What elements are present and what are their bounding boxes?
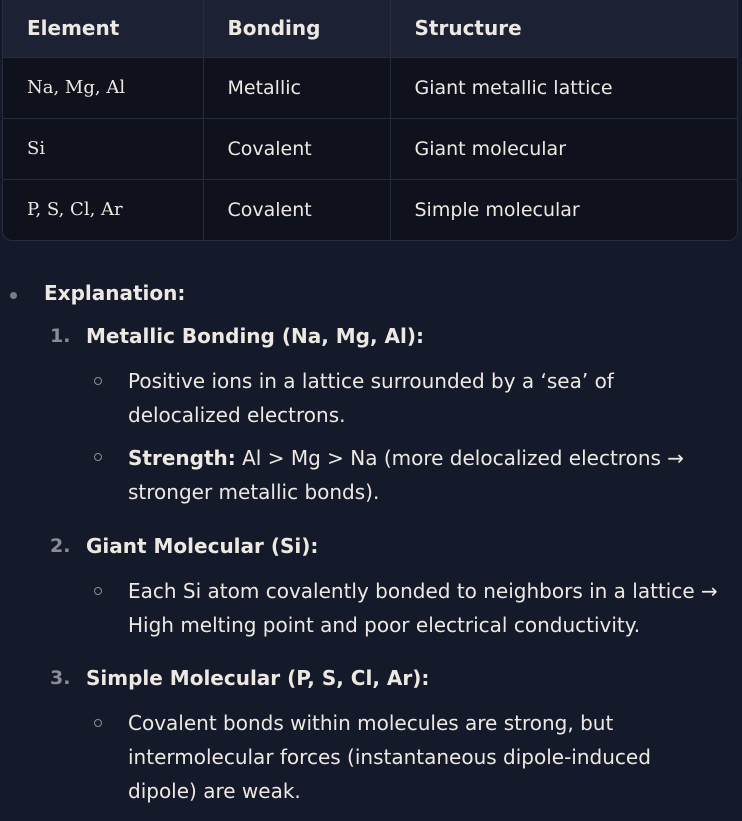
- cell-element: P, S, Cl, Ar: [3, 179, 203, 240]
- cell-structure: Giant molecular: [414, 137, 566, 160]
- point-bold-label: Strength:: [128, 446, 236, 470]
- table-row: [3, 118, 737, 179]
- section-number: 3.: [50, 667, 71, 689]
- section-title: Metallic Bonding (Na, Mg, Al):: [86, 324, 425, 348]
- header-element: Element: [3, 0, 203, 57]
- cell-bonding: Covalent: [203, 118, 390, 179]
- header-structure: Structure: [414, 16, 522, 41]
- cell-bonding: Metallic: [203, 57, 390, 118]
- comparison-table: [2, 0, 738, 241]
- explanation-label: Explanation:: [44, 281, 186, 305]
- cell-element: Na, Mg, Al: [3, 57, 203, 118]
- sub-bullet-icon: [94, 377, 102, 385]
- table-row: [3, 57, 737, 118]
- point-text: Covalent bonds within molecules are strong, but intermolecular forces (instantaneous dipole-induced dipole) are weak.: [128, 711, 651, 803]
- bullet-dot-icon: [10, 292, 17, 299]
- table-header-row: [3, 0, 737, 57]
- point-text: Positive ions in a lattice surrounded by a ‘sea’ of delocalized electrons.: [128, 369, 614, 427]
- point-body: Al > Mg > Na (more delocalized electrons → stronger metallic bonds).: [128, 446, 685, 504]
- cell-element: Si: [3, 118, 203, 179]
- table-row: [3, 179, 737, 240]
- point-text: Each Si atom covalently bonded to neighbors in a lattice → High melting point and poor electrical conductivity.: [128, 579, 718, 637]
- cell-structure: Giant metallic lattice: [414, 76, 613, 99]
- sub-bullet-icon: [94, 719, 102, 727]
- section-number: 1.: [50, 325, 71, 347]
- cell-structure: Simple molecular: [414, 198, 580, 221]
- section-number: 2.: [50, 535, 71, 557]
- header-bonding: Bonding: [203, 0, 390, 57]
- section-title: Giant Molecular (Si):: [86, 534, 319, 558]
- point-text: [128, 441, 720, 509]
- cell-bonding: Covalent: [203, 179, 390, 240]
- sub-bullet-icon: [94, 587, 102, 595]
- sub-bullet-icon: [94, 453, 102, 461]
- section-title: Simple Molecular (P, S, Cl, Ar):: [86, 666, 430, 690]
